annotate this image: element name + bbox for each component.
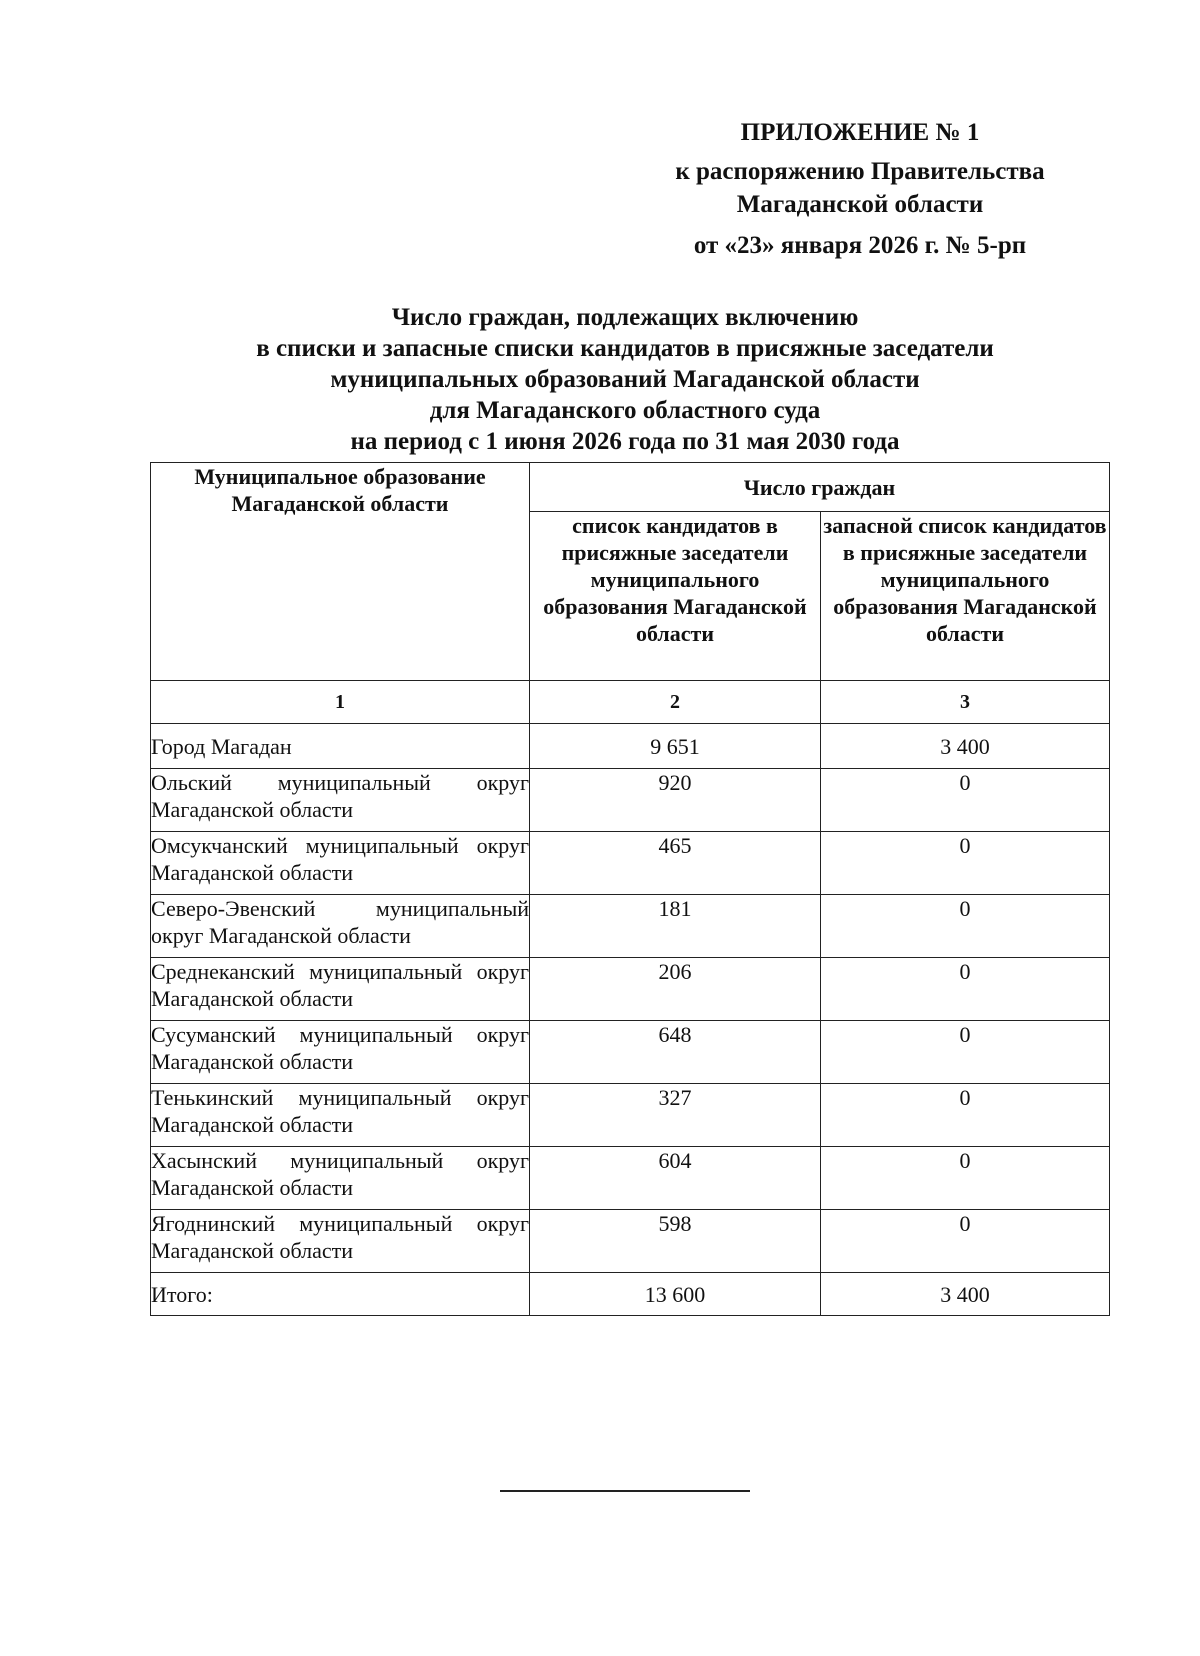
heading-line-1: Число граждан, подлежащих включению <box>391 304 859 331</box>
main-list-count: 206 <box>530 958 821 1021</box>
appendix-to-line-2: Магаданской области <box>736 191 984 218</box>
main-list-count: 327 <box>530 1084 821 1147</box>
column-number-3: 3 <box>821 681 1110 724</box>
reserve-list-count: 3 400 <box>821 724 1110 769</box>
reserve-list-count: 0 <box>821 1021 1110 1084</box>
column-number-2: 2 <box>530 681 821 724</box>
table-header-row <box>151 463 1110 512</box>
document-heading <box>150 302 1100 457</box>
column-number-1: 1 <box>151 681 530 724</box>
appendix-block <box>640 116 1080 262</box>
heading-line-5: на период с 1 июня 2026 года по 31 мая 2030 года <box>350 428 900 455</box>
reserve-list-count: 0 <box>821 1147 1110 1210</box>
main-list-count: 9 651 <box>530 724 821 769</box>
municipality-name: Хасынский муниципальный округ Магаданской области <box>151 1147 530 1210</box>
reserve-list-count: 0 <box>821 1210 1110 1273</box>
table-row <box>151 1084 1110 1147</box>
table-row <box>151 769 1110 832</box>
end-divider <box>500 1490 750 1492</box>
heading-line-2: в списки и запасные списки кандидатов в присяжные заседатели <box>256 335 994 362</box>
header-main-list: список кандидатов в присяжные заседатели муниципального образования Магаданской области <box>530 512 821 681</box>
total-row <box>151 1273 1110 1316</box>
main-list-count: 920 <box>530 769 821 832</box>
total-reserve-count: 3 400 <box>821 1273 1110 1316</box>
municipality-name: Северо-Эвенский муниципальный округ Магаданской области <box>151 895 530 958</box>
table-row <box>151 832 1110 895</box>
municipality-name: Среднеканский муниципальный округ Магаданской области <box>151 958 530 1021</box>
appendix-date-line: от «23» января 2026 г. № 5-рп <box>693 232 1027 259</box>
table-row <box>151 895 1110 958</box>
municipality-name: Сусуманский муниципальный округ Магаданской области <box>151 1021 530 1084</box>
appendix-title: ПРИЛОЖЕНИЕ № 1 <box>740 119 980 146</box>
total-main-count: 13 600 <box>530 1273 821 1316</box>
reserve-list-count: 0 <box>821 769 1110 832</box>
main-list-count: 465 <box>530 832 821 895</box>
municipality-name: Омсукчанский муниципальный округ Магаданской области <box>151 832 530 895</box>
table-row <box>151 1021 1110 1084</box>
column-number-row <box>151 681 1110 724</box>
reserve-list-count: 0 <box>821 832 1110 895</box>
heading-line-3: муниципальных образований Магаданской области <box>330 366 920 393</box>
header-reserve-list: запасной список кандидатов в присяжные заседатели муниципального образования Магаданской области <box>821 512 1110 681</box>
main-list-count: 648 <box>530 1021 821 1084</box>
municipality-name: Город Магадан <box>151 724 530 769</box>
header-citizens: Число граждан <box>530 463 1110 512</box>
municipality-name: Тенькинский муниципальный округ Магаданской области <box>151 1084 530 1147</box>
reserve-list-count: 0 <box>821 958 1110 1021</box>
main-list-count: 598 <box>530 1210 821 1273</box>
main-list-count: 181 <box>530 895 821 958</box>
appendix-to-line-1: к распоряжению Правительства <box>675 158 1045 185</box>
table-row <box>151 1210 1110 1273</box>
table-row <box>151 1147 1110 1210</box>
municipality-name: Ягоднинский муниципальный округ Магаданской области <box>151 1210 530 1273</box>
total-label: Итого: <box>151 1273 530 1316</box>
table-row <box>151 958 1110 1021</box>
heading-line-4: для Магаданского областного суда <box>429 397 821 424</box>
reserve-list-count: 0 <box>821 1084 1110 1147</box>
table-row <box>151 724 1110 769</box>
municipality-name: Ольский муниципальный округ Магаданской области <box>151 769 530 832</box>
main-list-count: 604 <box>530 1147 821 1210</box>
header-municipality: Муниципальное образование Магаданской области <box>151 463 530 681</box>
reserve-list-count: 0 <box>821 895 1110 958</box>
citizens-table <box>150 462 1110 1316</box>
